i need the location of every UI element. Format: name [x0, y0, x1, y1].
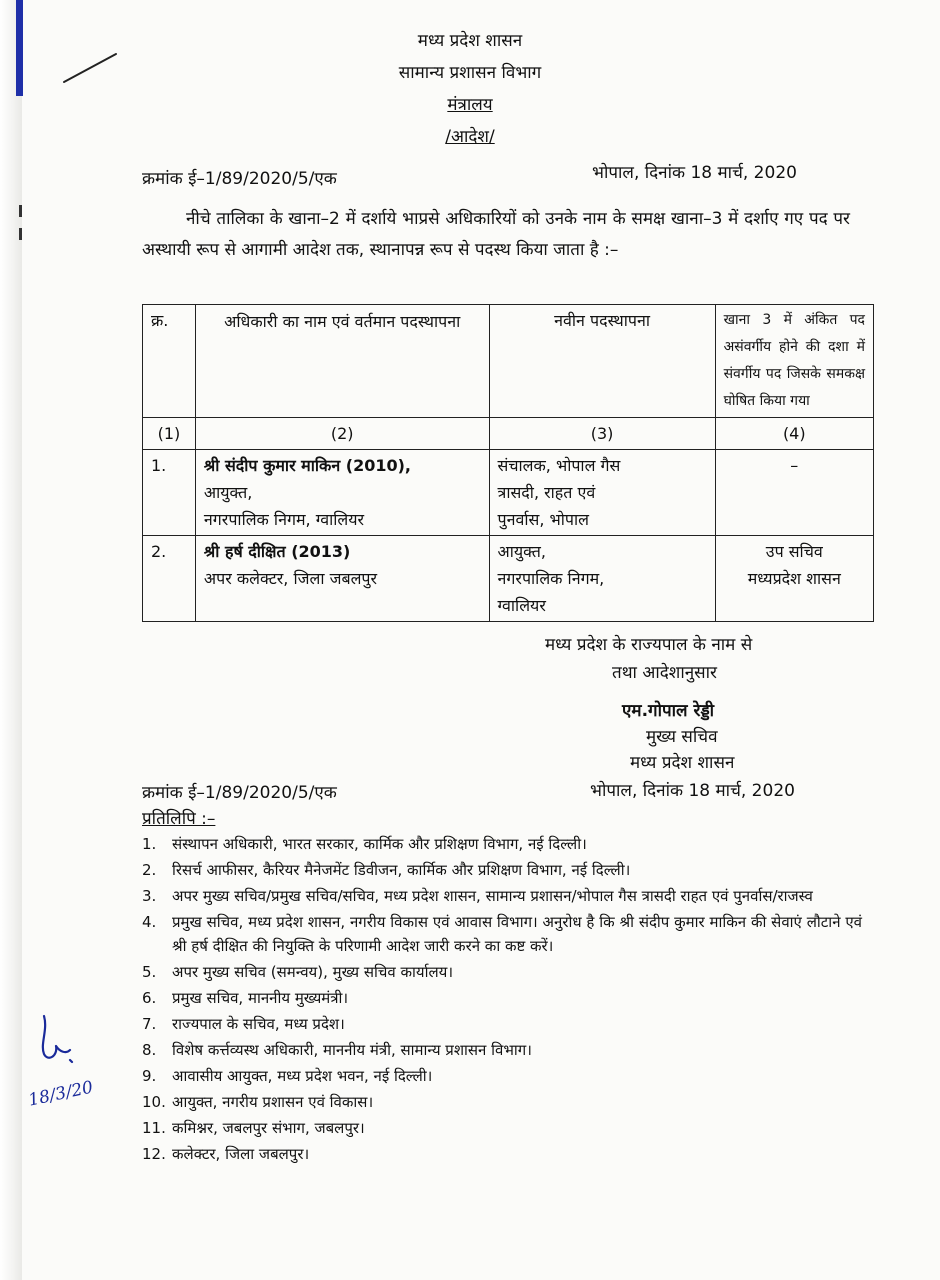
- list-item-text: राज्यपाल के सचिव, मध्य प्रदेश।: [172, 1015, 345, 1033]
- header-new-posting: नवीन पदस्थापना: [489, 305, 715, 418]
- list-item-text: कमिश्नर, जबलपुर संभाग, जबलपुर।: [172, 1119, 365, 1137]
- authority-line-2: तथा आदेशानुसार: [612, 663, 718, 683]
- list-item-number: 3.: [142, 887, 157, 905]
- list-item-number: 10.: [142, 1093, 166, 1111]
- officer-name: श्री हर्ष दीक्षित (2013): [203, 542, 351, 561]
- list-item-number: 11.: [142, 1119, 166, 1137]
- list-item-number: 6.: [142, 989, 157, 1007]
- list-item-text: अपर मुख्य सचिव/प्रमुख सचिव/सचिव, मध्य प्रदेश शासन, सामान्य प्रशासन/भोपाल गैस त्रासदी राहत एवं पुनर्वास/राजस्व: [172, 887, 813, 905]
- edge-mark: [19, 205, 22, 217]
- list-item: [142, 884, 862, 908]
- list-item: [142, 832, 862, 856]
- new-posting-line: संचालक, भोपाल गैस: [497, 456, 621, 475]
- list-item: [142, 1090, 862, 1114]
- list-item-number: 7.: [142, 1015, 157, 1033]
- table-colnum-row: [143, 418, 874, 450]
- list-item-text: प्रमुख सचिव, मध्य प्रदेश शासन, नगरीय विकास एवं आवास विभाग। अनुरोध है कि श्री संदीप कुमार माकिन की सेवाएं लौटाने एवं श्री हर्ष दीक्षित की नियुक्ति के परिणामी आदेश जारी करने का कष्ट करें।: [172, 913, 862, 955]
- colnum-1: (1): [143, 418, 196, 450]
- row-new-posting: [489, 536, 715, 622]
- copy-order-date: भोपाल, दिनांक 18 मार्च, 2020: [590, 781, 795, 801]
- row-serial: 2.: [143, 536, 196, 622]
- list-item: [142, 1038, 862, 1062]
- new-posting-line: पुनर्वास, भोपाल: [497, 510, 589, 529]
- list-item-number: 2.: [142, 861, 157, 879]
- officer-current-line: अपर कलेक्टर, जिला जबलपुर: [203, 569, 378, 588]
- new-posting-line: त्रासदी, राहत एवं: [497, 483, 596, 502]
- list-item-text: रिसर्च आफीसर, कैरियर मैनेजमेंट डिवीजन, कार्मिक और प्रशिक्षण विभाग, नई दिल्ली।: [172, 861, 631, 879]
- signatory-office: मध्य प्रदेश शासन: [630, 753, 735, 773]
- list-item: [142, 858, 862, 882]
- order-body-text: नीचे तालिका के खाना–2 में दर्शाये भाप्रसे अधिकारियों को उनके नाम के समक्ष खाना–3 में दर्शाए गए पद पर अस्थायी रूप से आगामी आदेश तक, स्थानापन्न रूप से पदस्थ किया जाता है :–: [142, 209, 850, 260]
- list-item: [142, 1116, 862, 1140]
- list-item: [142, 1064, 862, 1088]
- list-item: [142, 960, 862, 984]
- row-new-posting: [489, 450, 715, 536]
- copy-list: [142, 832, 862, 1168]
- list-item-number: 4.: [142, 913, 157, 931]
- header-ministry: मंत्रालय: [447, 95, 493, 115]
- handwritten-initial: [30, 1010, 80, 1070]
- signatory-designation: मुख्य सचिव: [646, 727, 718, 747]
- posting-table: [142, 304, 874, 622]
- list-item: [142, 910, 862, 958]
- list-item-text: संस्थापन अधिकारी, भारत सरकार, कार्मिक और प्रशिक्षण विभाग, नई दिल्ली।: [172, 835, 587, 853]
- order-number: क्रमांक ई–1/89/2020/5/एक: [142, 169, 337, 189]
- copy-heading: प्रतिलिपि :–: [142, 809, 216, 829]
- list-item-text: आयुक्त, नगरीय प्रशासन एवं विकास।: [172, 1093, 374, 1111]
- handwritten-date: 18/3/20: [26, 1077, 95, 1111]
- officer-current-line: नगरपालिक निगम, ग्वालियर: [203, 510, 365, 529]
- list-item-number: 12.: [142, 1145, 166, 1163]
- new-posting-line: आयुक्त,: [497, 542, 546, 561]
- row-equivalent: [715, 450, 873, 536]
- signatory-name: एम.गोपाल रेड्डी: [622, 701, 715, 721]
- table-row: [143, 536, 874, 622]
- authority-line-1: मध्य प्रदेश के राज्यपाल के नाम से: [545, 635, 753, 655]
- header-department: सामान्य प्रशासन विभाग: [398, 63, 542, 83]
- colnum-2: (2): [195, 418, 489, 450]
- equivalent-line: उप सचिव: [765, 542, 823, 561]
- header-government: मध्य प्रदेश शासन: [417, 31, 523, 51]
- row-serial: 1.: [143, 450, 196, 536]
- header-equivalent-post: खाना 3 में अंकित पद असंवर्गीय होने की दशा में संवर्गीय पद जिसके समकक्ष घोषित किया गया: [715, 305, 873, 418]
- list-item-text: अपर मुख्य सचिव (समन्वय), मुख्य सचिव कार्यालय।: [172, 963, 454, 981]
- list-item-number: 5.: [142, 963, 157, 981]
- row-officer: [195, 536, 489, 622]
- colnum-3: (3): [489, 418, 715, 450]
- equivalent-line: मध्यप्रदेश शासन: [747, 569, 841, 588]
- officer-current-line: आयुक्त,: [203, 483, 253, 502]
- list-item-text: प्रमुख सचिव, माननीय मुख्यमंत्री।: [172, 989, 349, 1007]
- list-item-number: 1.: [142, 835, 157, 853]
- row-officer: [195, 450, 489, 536]
- new-posting-line: ग्वालियर: [497, 596, 546, 615]
- officer-name: श्री संदीप कुमार माकिन (2010),: [203, 456, 412, 475]
- table-header-row: [143, 305, 874, 418]
- list-item: [142, 1012, 862, 1036]
- list-item-number: 8.: [142, 1041, 157, 1059]
- colnum-4: (4): [715, 418, 873, 450]
- new-posting-line: नगरपालिक निगम,: [497, 569, 605, 588]
- list-item-number: 9.: [142, 1067, 157, 1085]
- page-binding-edge: [0, 0, 22, 1280]
- list-item-text: आवासीय आयुक्त, मध्य प्रदेश भवन, नई दिल्ली।: [172, 1067, 433, 1085]
- header-serial: क्र.: [143, 305, 196, 418]
- list-item-text: कलेक्टर, जिला जबलपुर।: [172, 1145, 310, 1163]
- list-item: [142, 1142, 862, 1166]
- header-officer: अधिकारी का नाम एवं वर्तमान पदस्थापना: [195, 305, 489, 418]
- list-item-text: विशेष कर्त्तव्यस्थ अधिकारी, माननीय मंत्री, सामान्य प्रशासन विभाग।: [172, 1041, 532, 1059]
- table-row: [143, 450, 874, 536]
- copy-order-number: क्रमांक ई–1/89/2020/5/एक: [142, 783, 337, 803]
- equivalent-line: –: [790, 456, 799, 475]
- row-equivalent: [715, 536, 873, 622]
- order-date: भोपाल, दिनांक 18 मार्च, 2020: [592, 163, 797, 183]
- list-item: [142, 986, 862, 1010]
- header-order-label: /आदेश/: [445, 127, 495, 147]
- edge-mark: [19, 228, 22, 240]
